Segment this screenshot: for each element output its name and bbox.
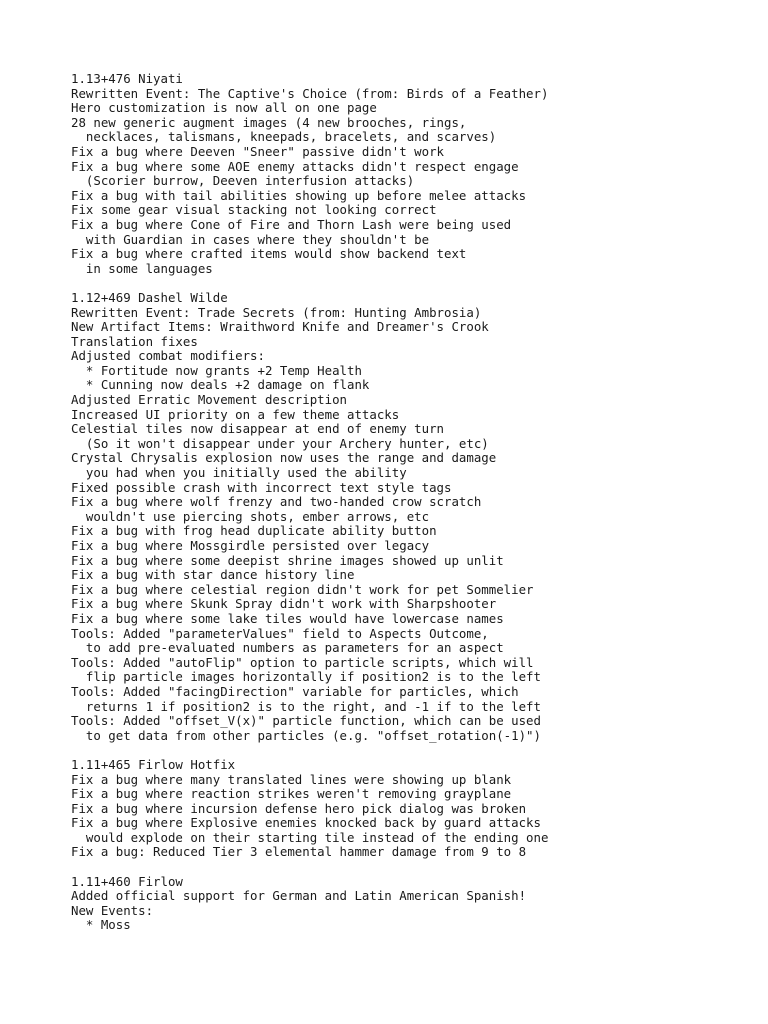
changelog-line: Fix a bug: Reduced Tier 3 elemental hammer damage from 9 to 8 — [71, 844, 527, 860]
changelog-line: Tools: Added "parameterValues" field to Aspects Outcome, — [71, 625, 489, 641]
changelog-line: Hero customization is now all on one page — [71, 100, 377, 116]
changelog-line: Fix a bug where Deeven "Sneer" passive didn't work — [71, 143, 444, 159]
changelog-line: Fix a bug where some AOE enemy attacks didn't respect engage — [71, 158, 519, 174]
changelog-line: New Artifact Items: Wraithword Knife and Dreamer's Crook — [71, 319, 489, 335]
changelog-line: Fix a bug where Skunk Spray didn't work with Sharpshooter — [71, 596, 497, 612]
changelog-line: (So it won't disappear under your Archery hunter, etc) — [71, 435, 489, 451]
changelog-line: you had when you initially used the ability — [71, 465, 407, 481]
changelog-line: Tools: Added "facingDirection" variable for particles, which — [71, 683, 519, 699]
changelog-line: to add pre-evaluated numbers as parameters for an aspect — [71, 640, 504, 656]
changelog-line: necklaces, talismans, kneepads, bracelets, and scarves) — [71, 129, 497, 145]
changelog-line: Crystal Chrysalis explosion now uses the range and damage — [71, 450, 497, 466]
changelog-line: Adjusted Erratic Movement description — [71, 392, 348, 408]
changelog-line: with Guardian in cases where they shouldn't be — [71, 231, 430, 247]
changelog-line: would explode on their starting tile instead of the ending one — [71, 829, 549, 845]
changelog-line: * Fortitude now grants +2 Temp Health — [71, 362, 362, 378]
changelog-line: Fix a bug with frog head duplicate ability button — [71, 523, 437, 539]
changelog-line: Tools: Added "autoFlip" option to particle scripts, which will — [71, 654, 534, 670]
section-gap — [71, 276, 761, 291]
changelog-line: (Scorier burrow, Deeven interfusion attacks) — [71, 173, 415, 189]
changelog-line: Fix a bug where crafted items would show backend text — [71, 246, 467, 262]
changelog-line: Fix a bug where Explosive enemies knocked back by guard attacks — [71, 815, 541, 831]
changelog-line: Translation fixes — [71, 333, 198, 349]
changelog-line: Fix a bug where some lake tiles would have lowercase names — [71, 610, 504, 626]
changelog-line: Fix a bug where some deepist shrine images showed up unlit — [71, 552, 504, 568]
section-gap — [71, 860, 761, 875]
changelog-document — [71, 72, 761, 933]
changelog-line: Fix a bug with tail abilities showing up before melee attacks — [71, 187, 527, 203]
changelog-line: Fix a bug where Cone of Fire and Thorn Lash were being used — [71, 216, 512, 232]
changelog-line: Fix a bug with star dance history line — [71, 567, 355, 583]
changelog-line: Fix a bug where celestial region didn't work for pet Sommelier — [71, 581, 534, 597]
changelog-line: Celestial tiles now disappear at end of enemy turn — [71, 421, 444, 437]
changelog-line: Fix a bug where reaction strikes weren't removing grayplane — [71, 786, 512, 802]
changelog-line: Fix a bug where wolf frenzy and two-handed crow scratch — [71, 494, 482, 510]
changelog-line: Fix a bug where Mossgirdle persisted over legacy — [71, 538, 430, 553]
changelog-line: Added official support for German and Latin American Spanish! — [71, 888, 527, 904]
version-heading: 1.13+476 Niyati — [71, 71, 183, 86]
changelog-line: in some languages — [71, 260, 213, 276]
changelog-line: * Cunning now deals +2 damage on flank — [71, 377, 370, 393]
version-heading: 1.11+460 Firlow — [71, 873, 183, 889]
changelog-line: Adjusted combat modifiers: — [71, 348, 265, 364]
version-heading: 1.11+465 Firlow Hotfix — [71, 756, 236, 772]
changelog-line: 28 new generic augment images (4 new brooches, rings, — [71, 114, 467, 130]
changelog-line: New Events: — [71, 902, 154, 918]
changelog-line: Increased UI priority on a few theme attacks — [71, 406, 400, 422]
changelog-line: Fix some gear visual stacking not looking correct — [71, 202, 437, 218]
changelog-line: Fixed possible crash with incorrect text style tags — [71, 479, 452, 495]
changelog-line: Fix a bug where many translated lines were showing up blank — [71, 771, 512, 787]
changelog-line: wouldn't use piercing shots, ember arrows, etc — [71, 508, 430, 524]
changelog-line: Tools: Added "offset_V(x)" particle function, which can be used — [71, 713, 541, 729]
changelog-line: * Moss — [71, 917, 131, 933]
changelog-line: to get data from other particles (e.g. "offset_rotation(-1)") — [71, 727, 541, 743]
section-gap — [71, 743, 761, 758]
version-heading: 1.12+469 Dashel Wilde — [71, 289, 228, 305]
changelog-line: Rewritten Event: The Captive's Choice (from: Birds of a Feather) — [71, 85, 549, 101]
changelog-line: Rewritten Event: Trade Secrets (from: Hunting Ambrosia) — [71, 304, 482, 320]
changelog-line: returns 1 if position2 is to the right, and -1 if to the left — [71, 698, 541, 714]
changelog-line: flip particle images horizontally if position2 is to the left — [71, 669, 541, 685]
changelog-line: Fix a bug where incursion defense hero pick dialog was broken — [71, 800, 527, 816]
